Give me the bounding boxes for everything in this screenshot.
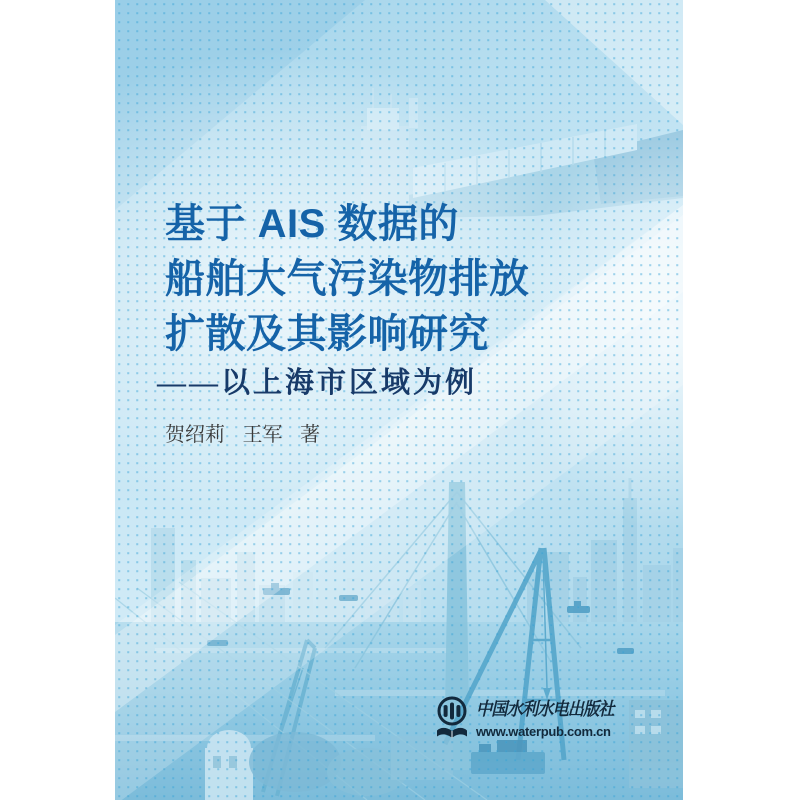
book-subtitle: ——以上海市区域为例	[157, 367, 478, 399]
book-title	[165, 197, 530, 362]
publisher-block	[435, 695, 629, 747]
title-line-1: 基于 AIS 数据的	[165, 202, 459, 246]
book-authors: 贺绍莉 王军 著	[165, 424, 321, 446]
title-line-2: 船舶大气污染物排放	[165, 257, 530, 301]
publisher-text	[476, 695, 629, 739]
title-line-3: 扩散及其影响研究	[165, 312, 489, 356]
publisher-name: 中国水利水电出版社	[476, 699, 614, 719]
publisher-url: www.waterpub.com.cn	[476, 724, 611, 739]
book-cover	[115, 0, 683, 800]
publisher-logo-icon	[435, 695, 469, 747]
